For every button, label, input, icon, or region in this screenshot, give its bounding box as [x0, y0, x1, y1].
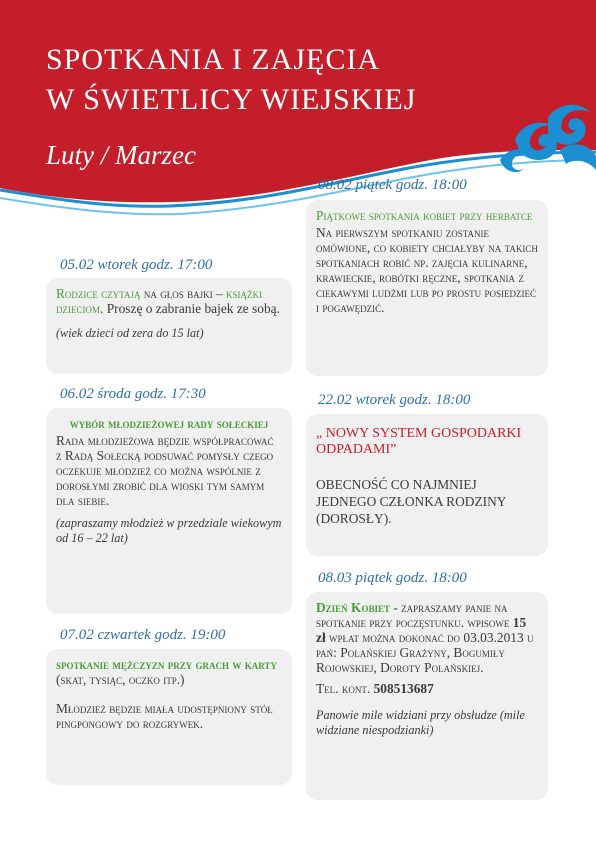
- event-6-card: [306, 592, 548, 800]
- event-1-text-part2: . Proszę o zabranie bajek ze sobą.: [100, 301, 280, 316]
- event-1-note: (wiek dzieci od zera do 15 lat): [56, 326, 204, 340]
- event-1-text-part1: na głos bajki –: [140, 286, 226, 301]
- event-6-fee: 15 zł: [316, 615, 527, 645]
- event-6-note: Panowie mile widziani przy obsłudze (mile widziane niespodzianki): [316, 708, 525, 737]
- event-3-subtitle: (skat, tysiąc, oczko itp.): [56, 672, 185, 687]
- event-2-note: (zapraszamy młodzież w przedziale wiekowym od 16 – 22 lat): [56, 516, 282, 545]
- event-3-date: 07.02 czwartek godz. 19:00: [60, 627, 226, 643]
- event-6-text-part2: wpłat można dokonać do 03.03.2013 u pań: Polańskiej Grażyny, Bogumiły Rojowskiej, Doroty Polańskiej.: [316, 630, 534, 675]
- title-line-1: SPOTKANIA I ZAJĘCIA: [46, 43, 380, 76]
- event-2-title: wybór młodzieżowej rady sołeckiej: [69, 416, 269, 431]
- event-1-card: [46, 278, 292, 374]
- event-6-date: 08.03 piątek godz. 18:00: [318, 570, 467, 586]
- event-4-title: Piątkowe spotkania kobiet przy herbatce: [316, 208, 533, 223]
- page-title: [46, 40, 416, 120]
- event-4-date: 08.02 piątek godz. 18:00: [318, 177, 467, 193]
- event-6-phone: 508513687: [373, 681, 434, 696]
- title-line-2: W ŚWIETLICY WIEJSKIEJ: [46, 83, 417, 116]
- event-6-title: Dzień Kobiet: [316, 600, 390, 615]
- event-2-card: [46, 408, 292, 614]
- event-4-body: Na pierwszym spotkaniu zostanie omówione, co kobiety chciałyby na takich spotkaniach robić np. zajęcia kulinarne, krawieckie, robótki ręczne, spotkania z ciekawymi ludźmi lub po prostu posiedzieć i pogawędzić.: [316, 225, 538, 315]
- event-5-card: [306, 414, 548, 556]
- event-1-title-part1: Rodzice czytają: [56, 286, 141, 301]
- event-5-date: 22.02 wtorek godz. 18:00: [318, 392, 471, 408]
- event-2-date: 06.02 środa godz. 17:30: [60, 386, 206, 402]
- event-5-title: „ NOWY SYSTEM GOSPODARKI ODPADAMI”: [316, 426, 522, 457]
- event-4-card: [306, 200, 548, 376]
- event-1-date: 05.02 wtorek godz. 17:00: [60, 257, 213, 273]
- event-6-phone-label: Tel. kont.: [316, 681, 374, 696]
- event-5-body: OBECNOŚĆ CO NAJMNIEJ JEDNEGO CZŁONKA RODZINY (DOROSŁY).: [316, 477, 506, 526]
- event-3-body: Młodzież będzie miała udostępniony stół pingpongowy do rozgrywek.: [56, 701, 273, 731]
- header-banner: [0, 0, 596, 230]
- event-3-title: spotkanie mężczyzn przy grach w karty: [56, 657, 277, 672]
- page-subtitle: Luty / Marzec: [46, 140, 196, 170]
- event-2-body: Rada młodzieżowa będzie współpracować z Radą Sołecką podsuwać pomysły czego oczekuje młodzież co można wspólnie z dorosłymi zrobić dla wioski tym samym dla siebie.: [56, 433, 274, 508]
- event-6-text-part1: - zapraszamy panie na spotkanie przy poczęstunku. wpisowe: [316, 600, 513, 630]
- event-3-card: [46, 649, 292, 785]
- event-1-title-part2: książki dzieciom: [56, 286, 262, 316]
